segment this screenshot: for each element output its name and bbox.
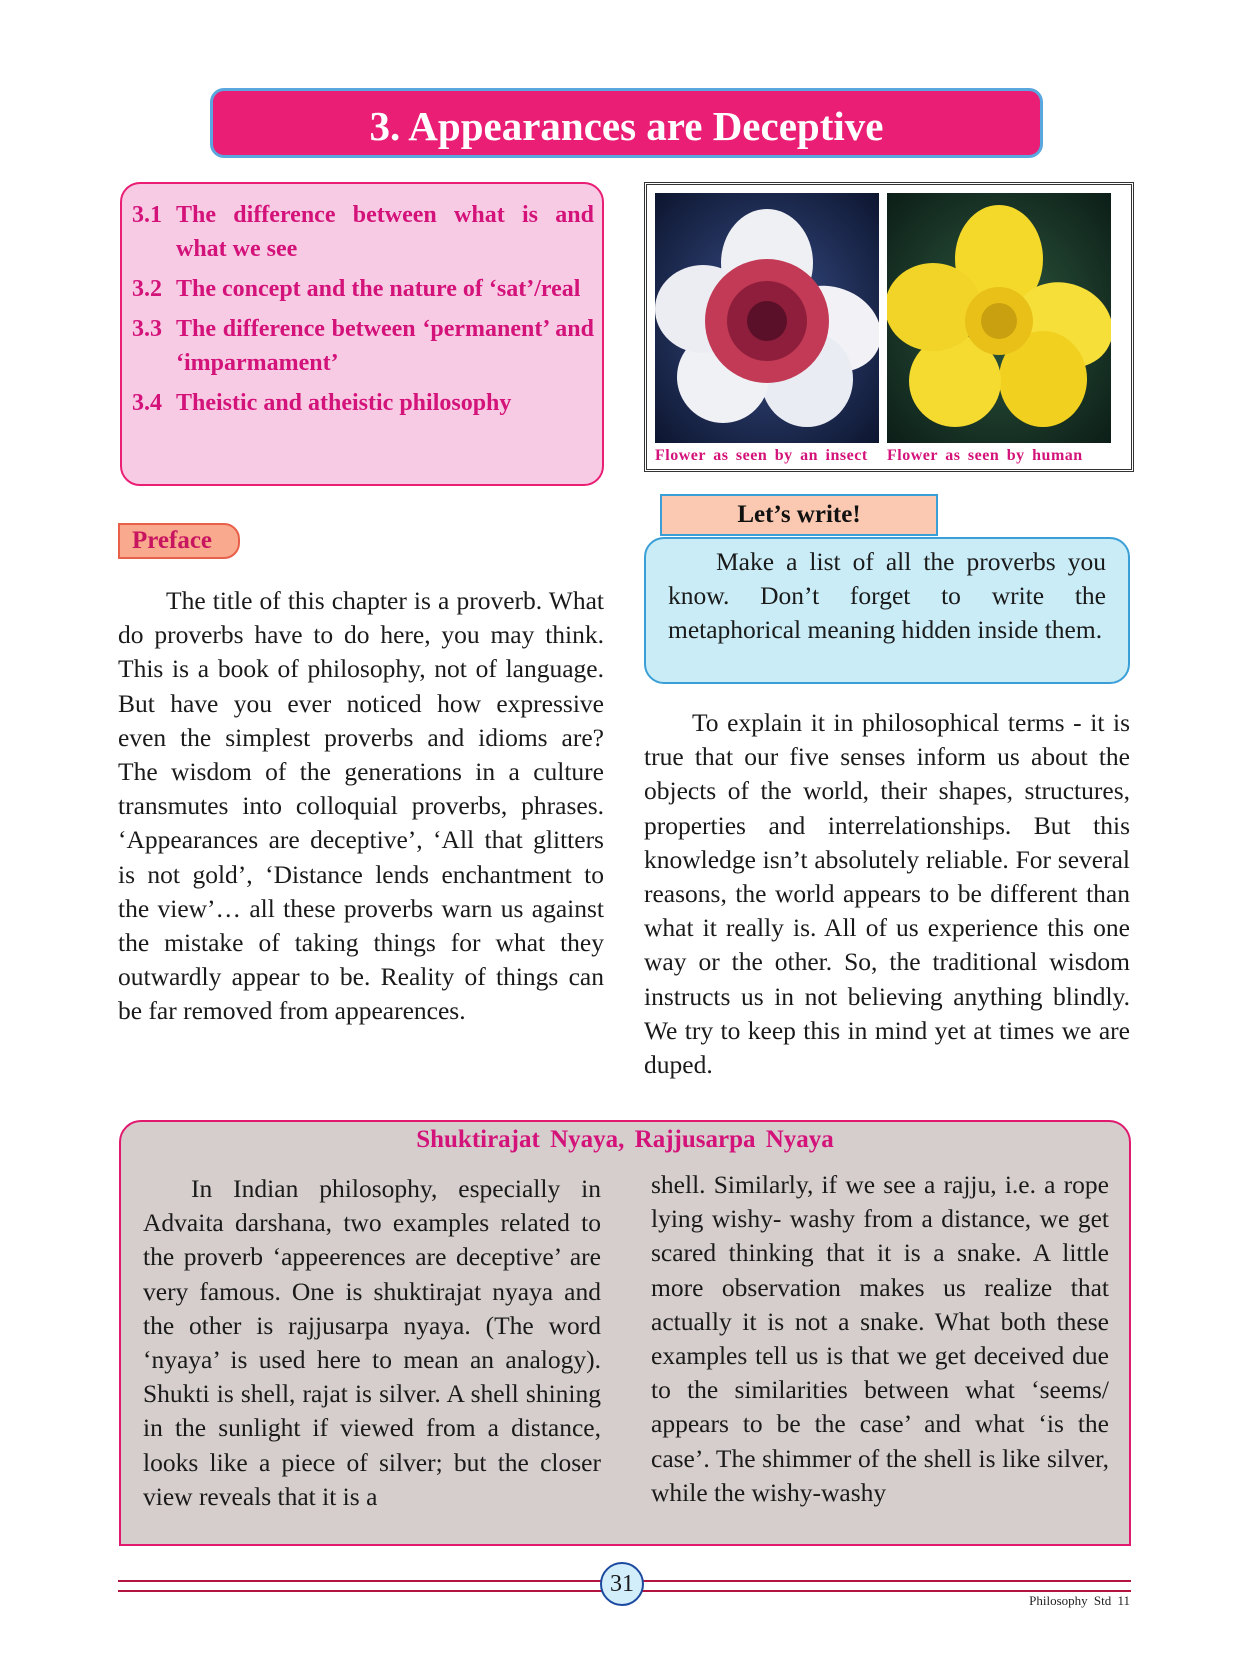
contents-item-text: The difference between ‘permanent’ and ‘imparmament’ [176,316,594,376]
lets-write-box [644,537,1130,684]
nyaya-left-column: In Indian philosophy, especially in Advaita darshana, two examples related to the proverb ‘appeerences are deceptive’ are very famous. One is shuktirajat nyaya and the other is rajjusarpa nyaya. (The word ‘nyaya’ is used here to mean an analogy). Shukti is shell, rajat is silver. A shell shining in the sunlight if viewed from a distance, looks like a piece of silver; but the closer view reveals that it is a [143,1174,601,1511]
flower-figure [644,182,1134,472]
insect-view-flower-image [655,193,879,443]
lets-write-label: Let’s write! [660,494,938,536]
philosophical-paragraph: To explain it in philosophical terms - it is true that our five senses inform us about the objects of the world, their shapes, structures, properties and interrelationships. But this knowledge isn’t absolutely reliable. For several reasons, the world appears to be different than what it really is. All of us experience this one way or the other. So, the traditional wisdom instructs us in not believing anything blindly. We try to keep this in mind yet at times we are duped. [644,708,1130,1080]
lets-write-text: Make a list of all the proverbs you know. Don’t forget to write the metaphorical meaning hidden inside them. [668,547,1106,644]
contents-item-text: The difference between what is and what we see [176,202,594,262]
chapter-contents [120,182,604,486]
preface-paragraph: The title of this chapter is a proverb. What do proverbs have to do here, you may think. This is a book of philosophy, not of language. But have you ever noticed how expressive even the simplest proverbs and idioms are? The wisdom of the generations in a culture transmutes into colloquial proverbs, phrases. ‘Appearances are deceptive’, ‘All that glitters is not gold’, ‘Distance lends enchantment to the view’… all these proverbs warn us against the mistake of taking things for what they outwardly appear to be. Reality of things can be far removed from appearences. [118,586,604,1026]
contents-item-text: Theistic and atheistic philosophy [176,390,512,416]
page-number: 31 [600,1562,644,1606]
contents-item-number: 3.3 [132,316,162,342]
contents-item-number: 3.2 [132,276,162,302]
insect-view-caption: Flower as seen by an insect [655,447,868,464]
nyaya-right-column: shell. Similarly, if we see a rajju, i.e. a rope lying wishy- washy from a distance, we get scared thinking that it is a snake. A little more observation makes us realize that actually it is not a snake. What both these examples tell us is that we get deceived due to the similarities between what ‘seems/ appears to be the case’ and what ‘is the case’. The shimmer of the shell is like silver, while the wishy-washy [651,1170,1109,1507]
human-view-caption: Flower as seen by human [887,447,1083,464]
preface-label: Preface [118,523,240,559]
contents-item [132,312,594,380]
contents-item [132,198,594,266]
contents-item-number: 3.4 [132,390,162,416]
contents-item [132,386,594,420]
contents-item [132,272,594,306]
nyaya-title: Shuktirajat Nyaya, Rajjusarpa Nyaya [416,1126,834,1153]
human-view-flower-image [887,193,1111,443]
nyaya-box [119,1120,1131,1546]
contents-item-text: The concept and the nature of ‘sat’/real [176,276,581,302]
footer-book-title: Philosophy Std 11 [1029,1593,1130,1608]
chapter-title: 3. Appearances are Deceptive [210,88,1043,158]
contents-item-number: 3.1 [132,202,162,228]
